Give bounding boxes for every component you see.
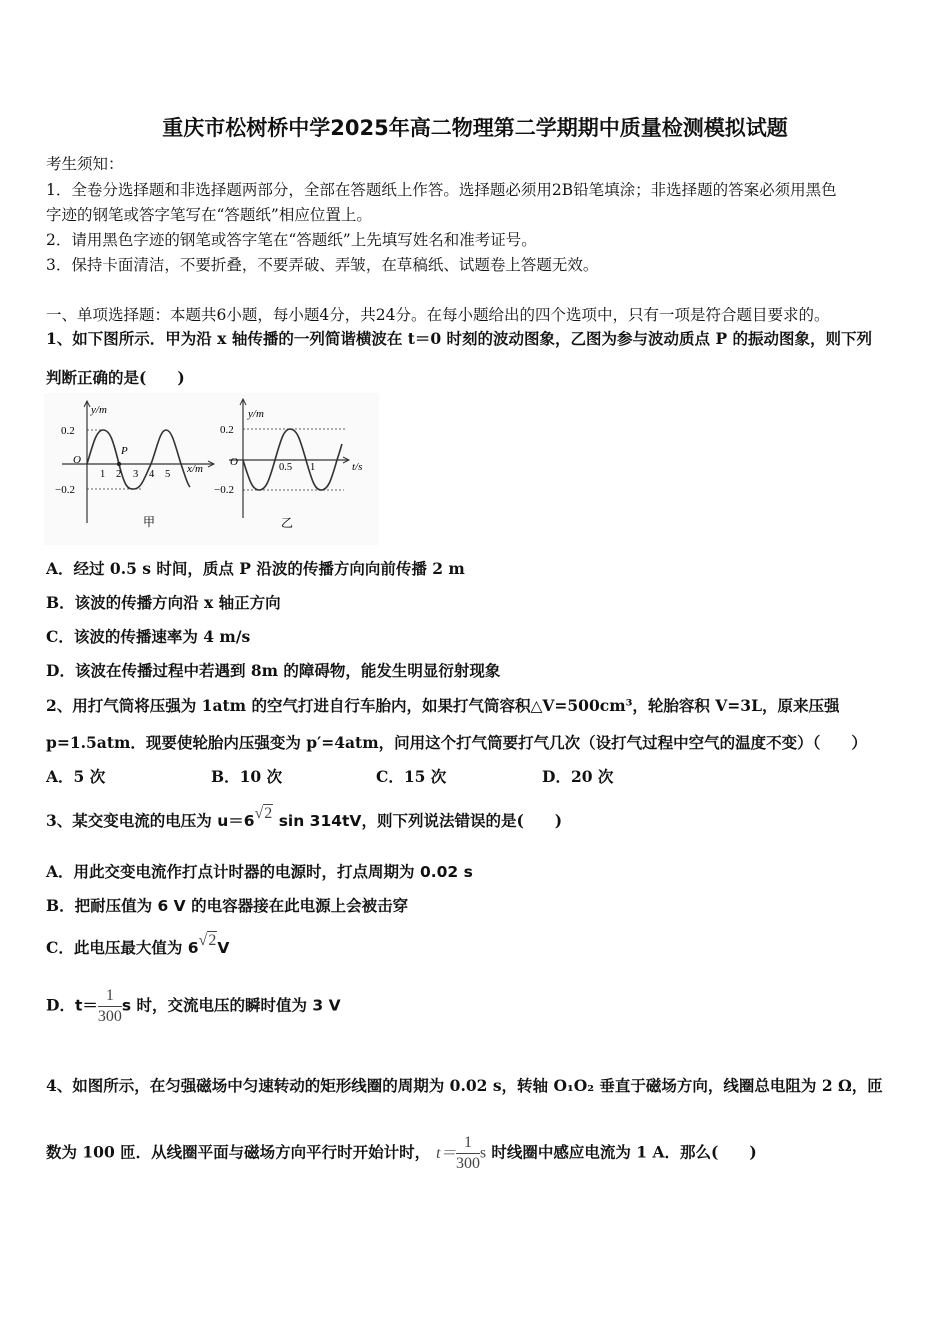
q3-option-b-text: B．把耐压值为 — [46, 896, 158, 915]
q2-stem-a: 2、用打气筒将压强为 1atm 的空气打进自行车胎内，如果打气筒容积△V=500cm³，轮胎容积 V=3L，原来压强 — [46, 696, 840, 715]
q2-option-a: A．5 次 — [46, 767, 106, 786]
point-p-marker — [117, 462, 121, 466]
q1-option-b: B．该波的传播方向沿 x 轴正方向 — [46, 593, 281, 612]
q4-t-eq: t＝ — [436, 1144, 456, 1162]
q3-option-d-fraction — [98, 986, 122, 1027]
q3-option-c-sqrt: √2 — [198, 932, 217, 949]
notice-item-3: 3．保持卡面清洁，不要折叠，不要弄破、弄皱，在草稿纸、试题卷上答题无效。 — [46, 256, 599, 274]
q3-option-a — [46, 860, 473, 882]
q3-option-b — [46, 894, 408, 916]
notice-item-1b: 字迹的钢笔或答字笔写在“答题纸”相应位置上。 — [46, 206, 372, 224]
q3-option-a-value: 0.02 s — [419, 863, 473, 881]
q4-fraction — [456, 1133, 480, 1174]
q3-option-c-text: C．此电压最大值为 — [46, 938, 188, 957]
left-caption: 甲 — [143, 515, 156, 529]
fraction-denominator: 300 — [97, 1008, 122, 1025]
right-xtick-1: 1 — [310, 462, 316, 473]
q3-option-d-label: D． — [46, 995, 75, 1015]
left-ylabel: y/m — [91, 404, 107, 416]
q3-stem-pre: 3、某交变电流的电压为 — [46, 811, 218, 830]
left-xlabel: x/m — [187, 463, 203, 475]
left-xtick-2: 2 — [116, 469, 122, 480]
right-ytick-bottom: −0.2 — [214, 484, 234, 496]
q1-option-a: A．经过 0.5 s 时间，质点 P 沿波的传播方向向前传播 2 m — [46, 559, 465, 578]
q4-stem-b-post: 时线圈中感应电流为 1 A．那么( ) — [486, 1142, 757, 1162]
q3-formula-sin: sin 314tV — [273, 812, 362, 830]
q3-option-d-t: t＝ — [74, 996, 98, 1015]
q1-stem-b: 判断正确的是( ) — [46, 368, 185, 387]
q3-option-d-value: 3 V — [312, 996, 341, 1015]
q3-option-c-sqrt-arg: 2 — [208, 932, 217, 949]
left-point-label: P — [121, 445, 128, 457]
right-xlabel: t/s — [352, 461, 363, 473]
q4-stem-b — [46, 1133, 757, 1174]
q3-option-d-s: s — [121, 996, 132, 1015]
fraction-denominator: 300 — [455, 1155, 480, 1172]
fraction-numerator: 1 — [463, 1134, 472, 1151]
right-ytick-top: 0.2 — [220, 424, 234, 436]
left-xtick-5: 5 — [165, 469, 171, 480]
q4-stem-b-pre: 数为 100 匝．从线圈平面与磁场方向平行时开始计时， — [46, 1142, 431, 1162]
q3-sqrt: √2 — [254, 805, 273, 822]
left-ytick-top: 0.2 — [61, 425, 75, 437]
q3-sqrt-arg: 2 — [264, 805, 273, 822]
left-ytick-bottom: −0.2 — [55, 484, 75, 496]
q3-option-d-post: 时，交流电压的瞬时值为 — [131, 995, 313, 1015]
q3-option-b-post: 的电容器接在此电源上会被击穿 — [185, 896, 409, 915]
q1-option-d: D．该波在传播过程中若遇到 8m 的障碍物，能发生明显衍射现象 — [46, 661, 501, 680]
right-origin: O — [230, 456, 238, 468]
right-caption: 乙 — [281, 516, 294, 530]
q3-formula-u: u＝6 — [217, 812, 255, 830]
q2-option-b: B．10 次 — [211, 767, 283, 786]
fraction-numerator: 1 — [105, 987, 114, 1004]
q3-option-a-text: A．用此交变电流作打点计时器的电源时，打点周期为 — [46, 862, 420, 881]
q4-stem-a: 4、如图所示，在匀强磁场中匀速转动的矩形线圈的周期为 0.02 s，转轴 O₁O₂ 垂直于磁场方向，线圈总电阻为 2 Ω，匝 — [46, 1076, 883, 1095]
q3-option-b-value: 6 V — [157, 897, 186, 915]
right-xtick-05: 0.5 — [279, 462, 293, 473]
right-ylabel: y/m — [248, 408, 264, 420]
notice-item-1a: 1．全卷分选择题和非选择题两部分，全部在答题纸上作答。选择题必须用2B铅笔填涂；非选择题的答案必须用黑色 — [46, 181, 837, 199]
q3-option-c — [46, 932, 229, 958]
left-xtick-3: 3 — [133, 469, 139, 480]
q3-option-d — [46, 986, 341, 1027]
q4-unit: s — [479, 1144, 487, 1162]
section-heading: 一、单项选择题：本题共6小题，每小题4分，共24分。在每小题给出的四个选项中，只有一项是符合题目要求的。 — [46, 306, 830, 324]
q3-option-c-unit: V — [217, 939, 230, 957]
q3-option-c-six: 6 — [187, 939, 199, 957]
left-origin: O — [73, 454, 81, 466]
left-xtick-1: 1 — [100, 469, 106, 480]
q3-stem-post: ，则下列说法错误的是( ) — [361, 811, 563, 830]
page-title: 重庆市松树桥中学2025年高二物理第二学期期中质量检测模拟试题 — [162, 116, 788, 140]
left-xtick-4: 4 — [149, 469, 155, 480]
q1-option-c: C．该波的传播速率为 4 m/s — [46, 627, 251, 646]
q1-figure — [44, 393, 379, 545]
q2-stem-b: p=1.5atm．现要使轮胎内压强变为 p′=4atm，问用这个打气筒要打气几次（设打气过程中空气的温度不变）（ ） — [46, 733, 867, 752]
notice-heading: 考生须知： — [46, 155, 124, 173]
q2-option-c: C．15 次 — [376, 767, 447, 786]
notice-item-2: 2．请用黑色字迹的钢笔或答字笔在“答题纸”上先填写姓名和准考证号。 — [46, 231, 537, 249]
q3-stem — [46, 805, 562, 831]
q1-stem-a: 1、如下图所示．甲为沿 x 轴传播的一列简谐横波在 t＝0 时刻的波动图象，乙图为参与波动质点 P 的振动图象，则下列 — [46, 329, 873, 348]
q2-option-d: D．20 次 — [542, 767, 614, 786]
